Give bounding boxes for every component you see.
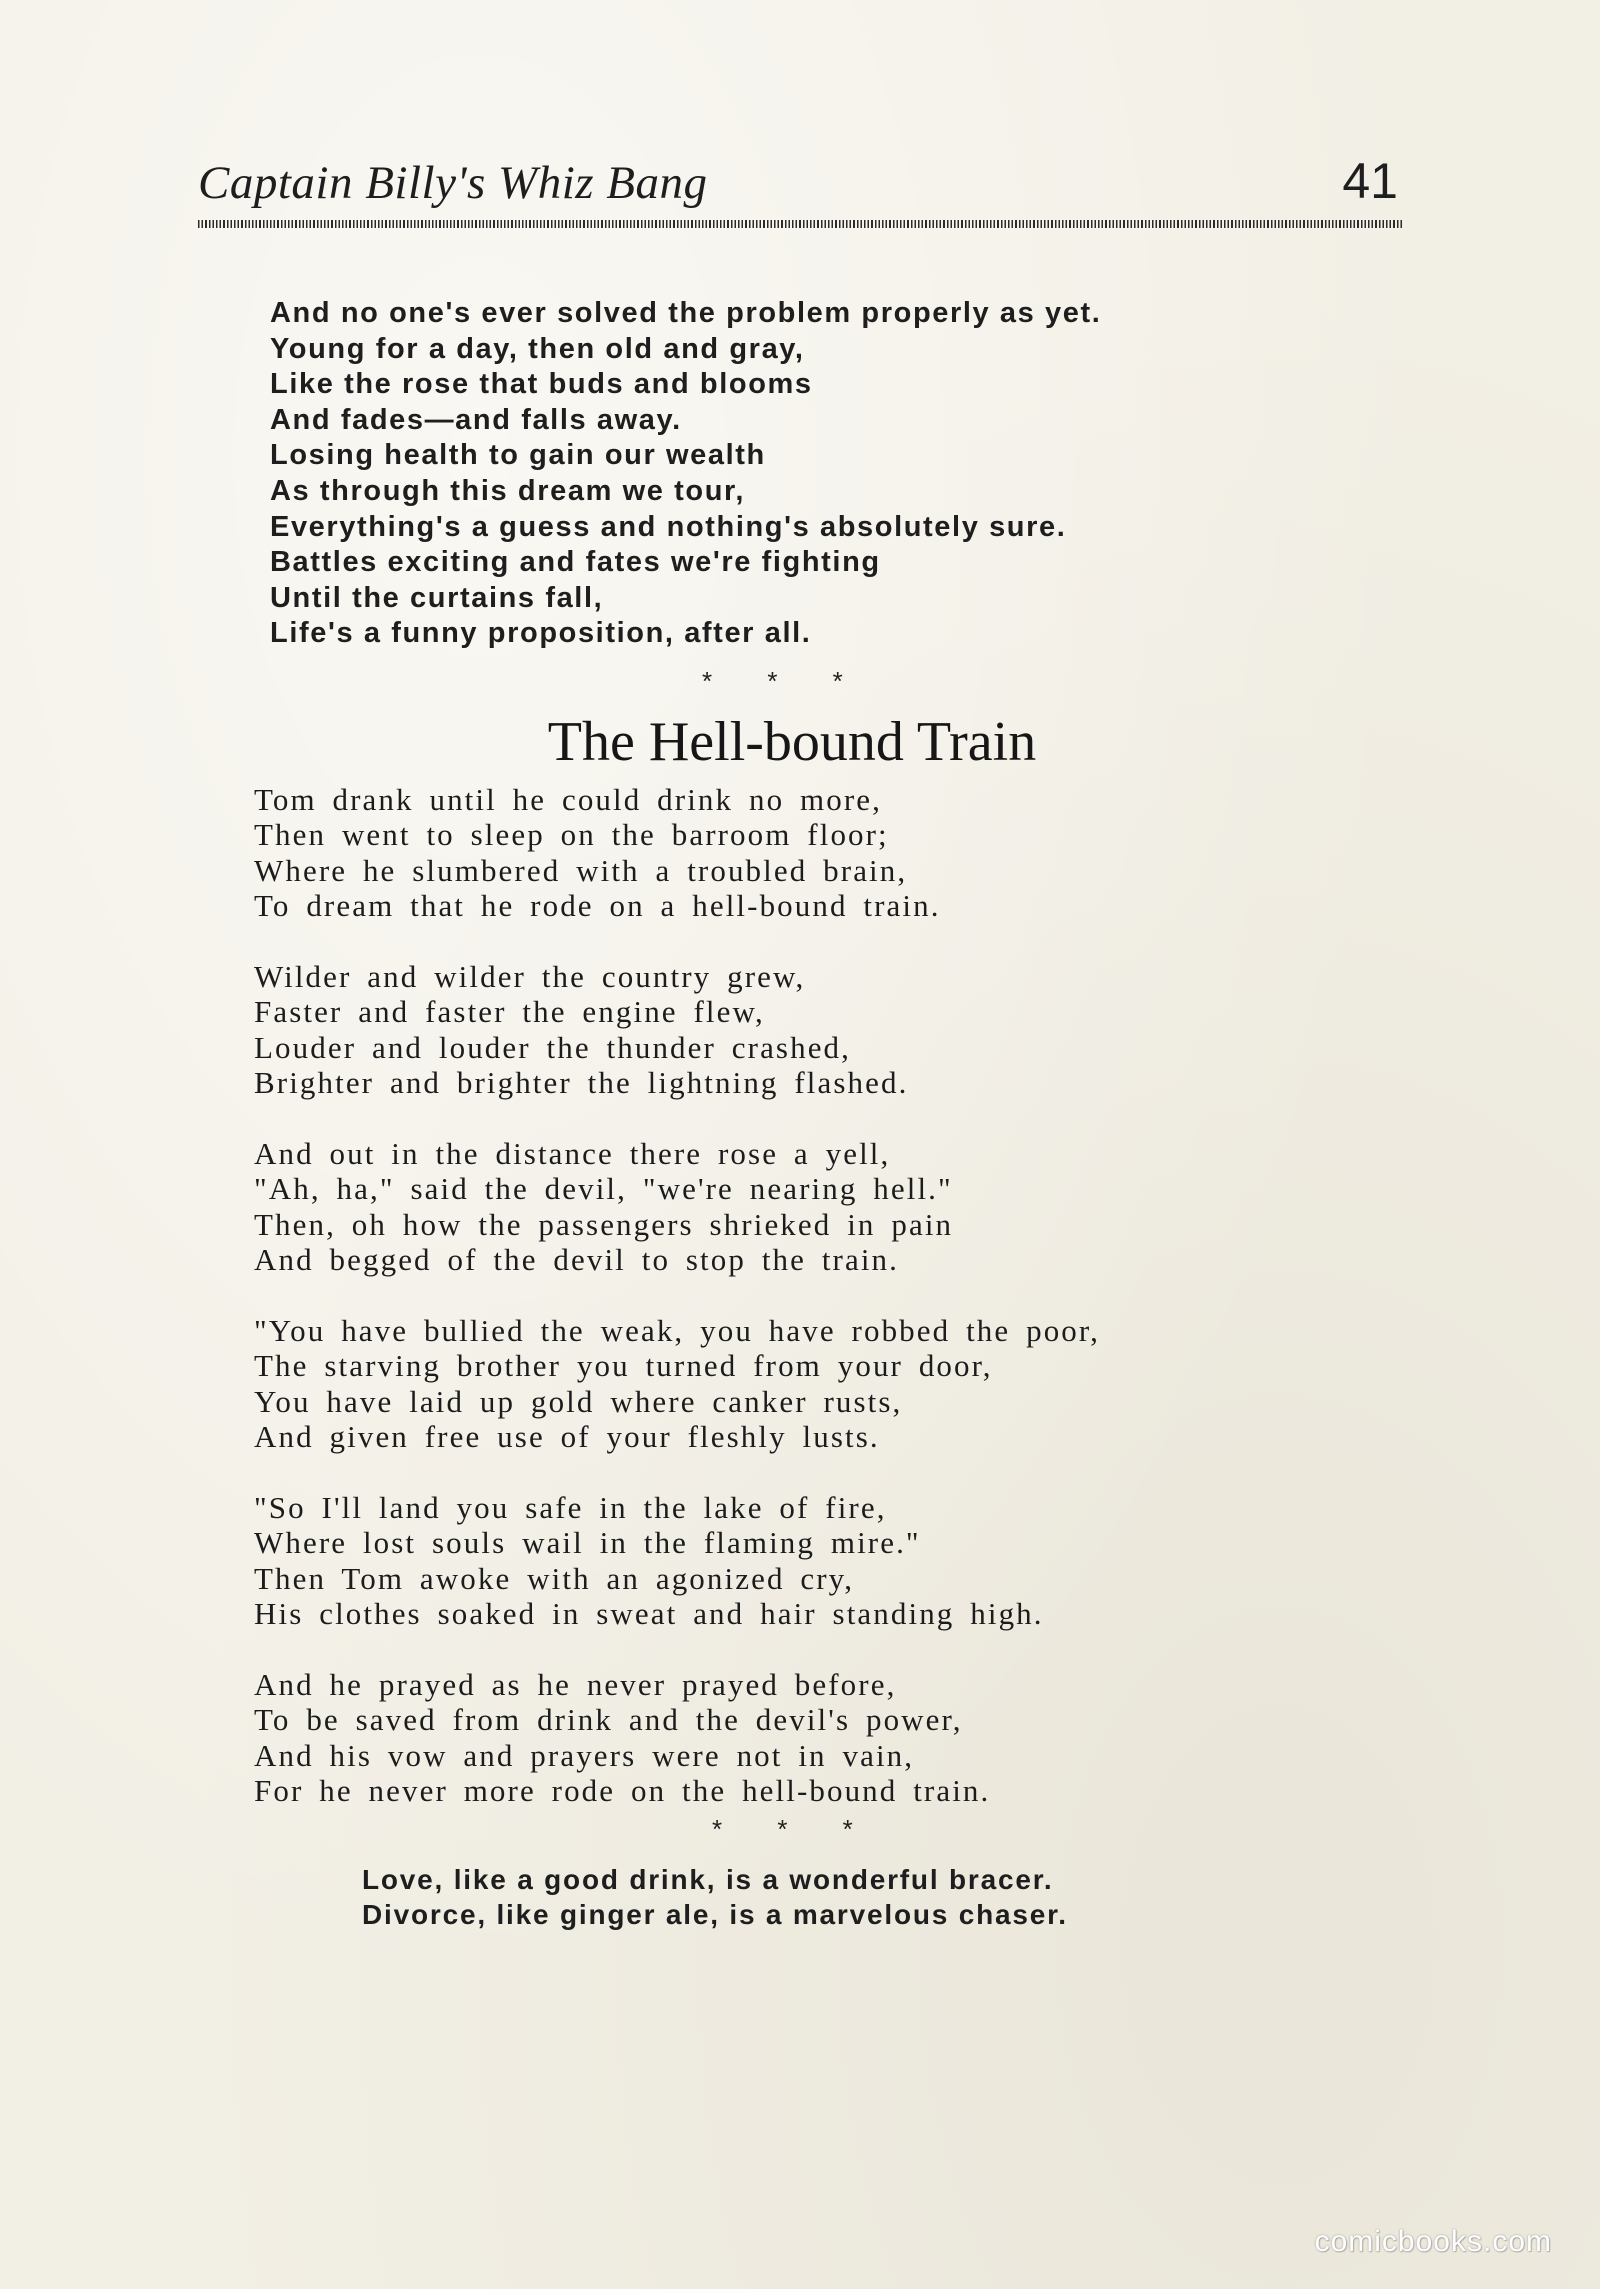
hell-bound-train-poem xyxy=(254,782,1100,1844)
poem-line: And begged of the devil to stop the train. xyxy=(254,1242,900,1278)
poem-line: And no one's ever solved the problem properly as yet. xyxy=(270,297,1102,329)
top-poem xyxy=(270,296,1101,652)
poem-line: "Ah, ha," said the devil, "we're nearing hell." xyxy=(254,1171,953,1207)
magazine-title: Captain Billy's Whiz Bang xyxy=(198,157,708,209)
poem-line: Battles exciting and fates we're fighting xyxy=(270,546,881,579)
poem-line: Where he slumbered with a troubled brain, xyxy=(254,852,908,888)
poem-line: Losing health to gain our wealth xyxy=(270,439,766,472)
stanza xyxy=(254,1313,1100,1455)
closing-joke xyxy=(362,1862,1068,1933)
page-number: 41 xyxy=(1342,153,1398,209)
poem-line: The starving brother you turned from your door, xyxy=(254,1348,993,1384)
poem-line: Wilder and wilder the country grew, xyxy=(254,959,806,995)
poem-line: Like the rose that buds and blooms xyxy=(270,368,813,401)
poem-line: Tom drank until he could drink no more, xyxy=(254,782,882,817)
poem-line: Louder and louder the thunder crashed, xyxy=(254,1029,852,1065)
poem-line: Life's a funny proposition, after all. xyxy=(270,617,812,650)
section-separator: * * * xyxy=(712,1814,877,1844)
poem-line: As through this dream we tour, xyxy=(270,474,745,507)
poem-line: Brighter and brighter the lightning flashed. xyxy=(254,1065,909,1101)
poem-line: For he never more rode on the hell-bound train. xyxy=(254,1773,991,1809)
poem-line: "So I'll land you safe in the lake of fire, xyxy=(254,1490,887,1526)
poem-line: Young for a day, then old and gray, xyxy=(270,332,805,365)
poem-line: Then went to sleep on the barroom floor; xyxy=(254,817,889,853)
poem-line: Then, oh how the passengers shrieked in pain xyxy=(254,1206,954,1242)
poem-line: To be saved from drink and the devil's power, xyxy=(254,1702,963,1738)
poem-title xyxy=(0,710,1600,774)
watermark: comicbooks.com xyxy=(1314,2225,1552,2258)
poem-line: And out in the distance there rose a yell, xyxy=(254,1136,891,1172)
poem-line: And fades—and falls away. xyxy=(270,403,682,436)
stanza xyxy=(254,959,1100,1101)
poem-title-text: The Hell-bound Train xyxy=(547,711,1037,773)
stanza xyxy=(254,1136,1100,1278)
poem-line: Then Tom awoke with an agonized cry, xyxy=(254,1560,855,1596)
joke-line: Love, like a good drink, is a wonderful bracer. xyxy=(362,1864,1054,1895)
poem-line: "You have bullied the weak, you have robbed the poor, xyxy=(254,1313,1100,1349)
poem-line: You have laid up gold where canker rusts, xyxy=(254,1383,903,1419)
poem-line: To dream that he rode on a hell-bound train. xyxy=(254,888,941,924)
joke-line: Divorce, like ginger ale, is a marvelous chaser. xyxy=(362,1899,1068,1931)
poem-line: His clothes soaked in sweat and hair standing high. xyxy=(254,1596,1044,1632)
poem-line: Everything's a guess and nothing's absolutely sure. xyxy=(270,510,1067,543)
poem-line: And his vow and prayers were not in vain, xyxy=(254,1737,915,1773)
header-rule xyxy=(198,220,1404,228)
poem-line: And given free use of your fleshly lusts. xyxy=(254,1419,880,1455)
poem-line: And he prayed as he never prayed before, xyxy=(254,1667,897,1703)
stanza xyxy=(254,1667,1100,1809)
section-separator: * * * xyxy=(702,666,867,696)
poem-line: Faster and faster the engine flew, xyxy=(254,994,765,1030)
page-header xyxy=(198,153,1404,220)
stanza xyxy=(254,1490,1100,1632)
poem-line: Until the curtains fall, xyxy=(270,581,604,614)
poem-line: Where lost souls wail in the flaming mire." xyxy=(254,1525,921,1561)
stanza xyxy=(254,782,1100,924)
